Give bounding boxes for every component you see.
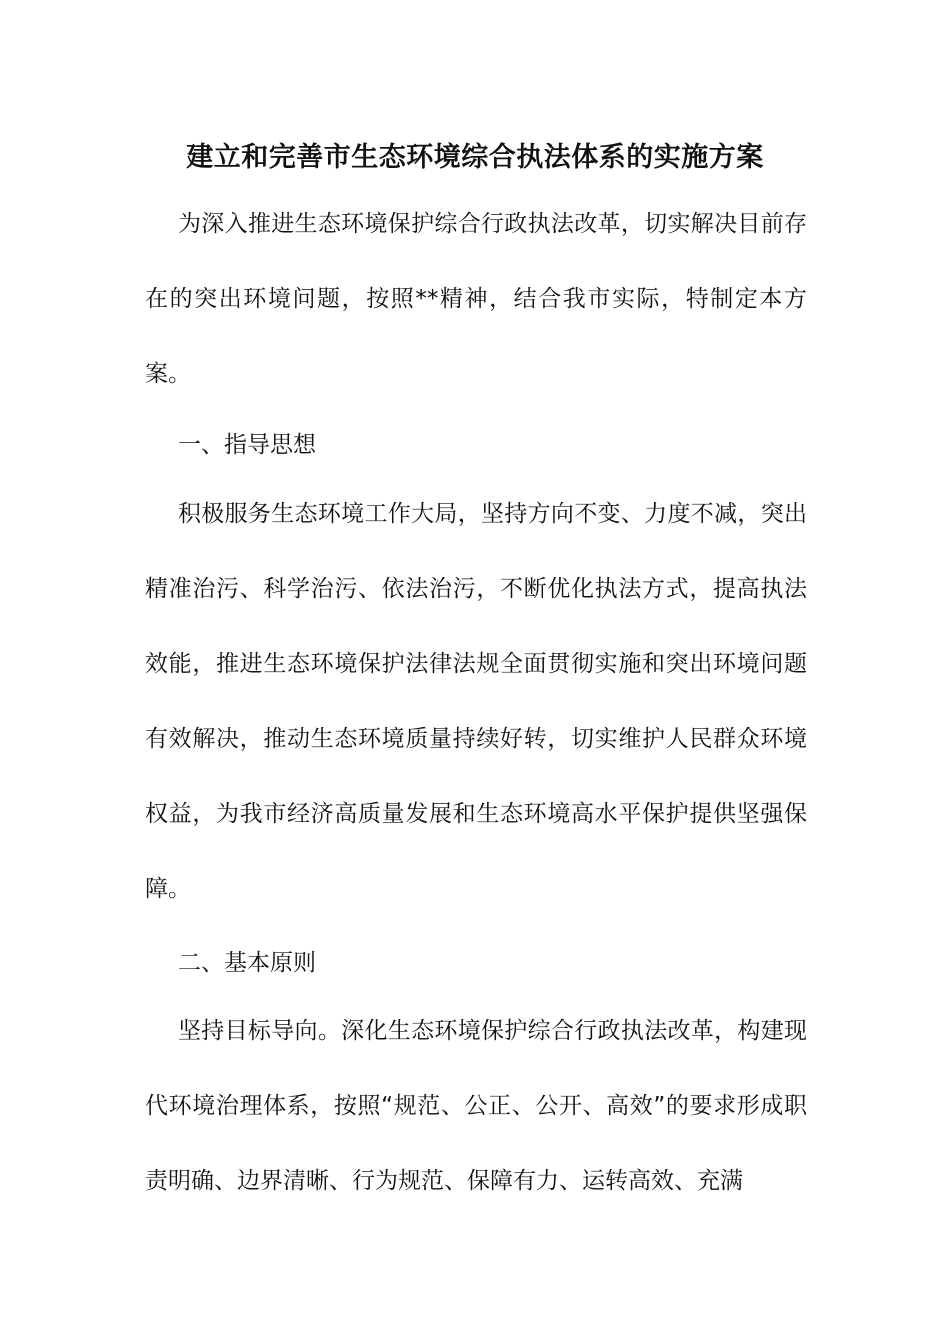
guiding-ideology-paragraph: 积极服务生态环境工作大局，坚持方向不变、力度不减，突出精准治污、科学治污、依法治污，不断优化执法方式，提高执法效能，推进生态环境保护法律法规全面贯彻实施和突出环境问题有效解决，推动生态环境质量持续好转，切实维护人民群众环境权益，为我市经济高质量发展和生态环境高水平保护提供坚强保障。	[145, 501, 807, 902]
document-title: 建立和完善市生态环境综合执法体系的实施方案	[186, 142, 764, 173]
basic-principles-paragraph: 坚持目标导向。深化生态环境保护综合行政执法改革，构建现代环境治理体系，按照“规范、公正、公开、高效”的要求形成职责明确、边界清晰、行为规范、保障有力、运转高效、充满	[145, 1018, 807, 1194]
intro-paragraph: 为深入推进生态环境保护综合行政执法改革，切实解决目前存在的突出环境问题，按照**精神，结合我市实际，特制定本方案。	[145, 211, 807, 387]
section-heading-guiding-ideology: 一、指导思想	[178, 432, 316, 458]
section-heading-basic-principles: 二、基本原则	[178, 950, 316, 976]
